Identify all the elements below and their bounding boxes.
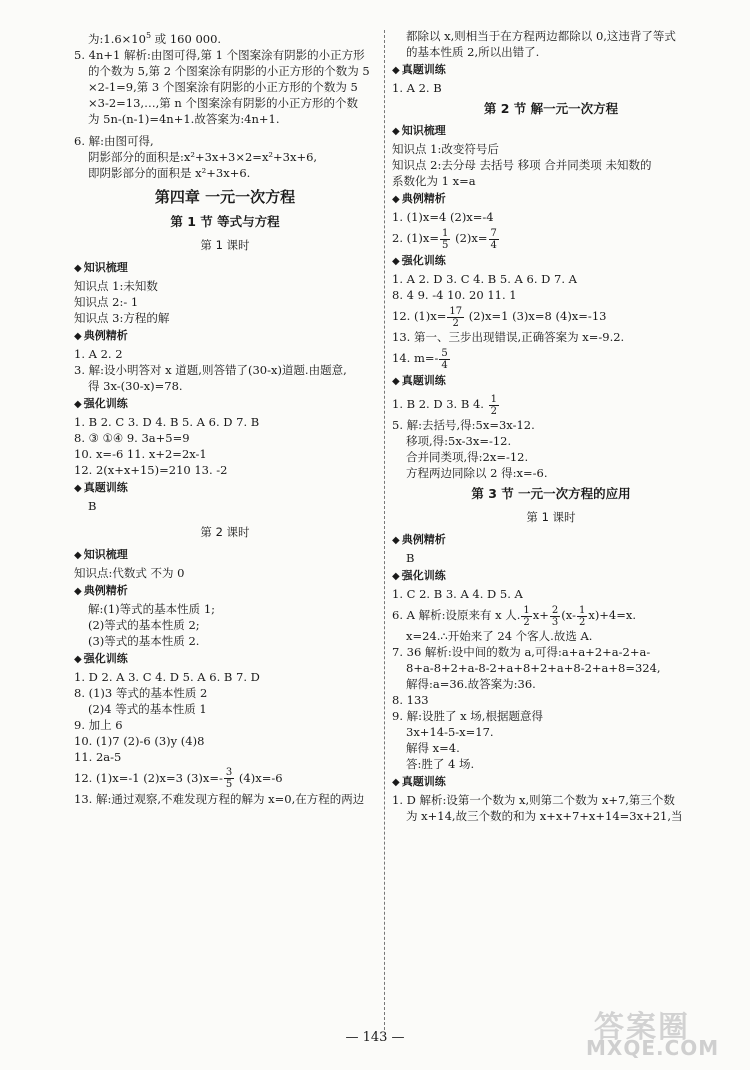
real-answer: 5. 解:去括号,得:5x=3x-12. [392,418,535,432]
section-heading-real: ◆ 真题训练 [392,374,446,387]
diamond-icon: ◆ [74,262,82,274]
knowledge-point: 知识点 1:改变符号后 [392,142,499,156]
real-answer: 1. D 解析:设第一个数为 x,则第二个数为 x+7,第三个数 [392,793,675,807]
diamond-icon: ◆ [74,330,82,342]
q5-line: 的个数为 5,第 2 个图案涂有阴影的小正方形的个数为 5 [88,63,370,78]
knowledge-point: 知识点:代数式 不为 0 [74,565,185,580]
practice-answer: (2)4 等式的基本性质 1 [88,701,207,716]
practice-answer-7: 解得:a=36.故答案为:36. [406,677,536,691]
section-heading-example: ◆ 典例精析 [392,192,446,205]
knowledge-point: 系数化为 1 x=a [392,174,476,188]
section-heading-knowledge: ◆ 知识梳理 [74,260,128,274]
practice-answer: 10. (1)7 (2)-6 (3)y (4)8 [74,733,205,748]
fraction: $\frac{1}{2}$ [578,604,586,628]
practice-answer-9: 3x+14-5-x=17. [406,725,494,739]
section-heading-real: ◆ 真题训练 [392,775,446,788]
practice-answer: 12. 2(x+x+15)=210 13. -2 [74,462,228,477]
knowledge-point: 知识点 2:去分母 去括号 移项 合并同类项 未知数的 [392,158,652,172]
fraction: $\frac{3}{5}$ [225,767,233,791]
q6-line: 6. 解:由图可得, [74,133,154,148]
section-title: 第 2 节 解一元一次方程 [483,101,619,116]
fraction: $\frac{2}{3}$ [551,604,559,628]
practice-answer-9: 解得 x=4. [406,741,460,755]
section-heading-example: ◆ 典例精析 [392,533,446,546]
q5-line: ×2-1=9,第 3 个图案涂有阴影的小正方形的个数为 5 [88,79,358,94]
answer-4-continued: 为$:1.6\times 10^5$ 或 160 000. [88,31,222,46]
section-title: 第 1 节 等式与方程 [170,213,280,229]
section-heading-practice: ◆ 强化训练 [392,569,446,582]
real-answer: 为 x+14,故三个数的和为 x+x+7+x+14=3x+21,当 [406,809,683,823]
knowledge-point: 知识点 2:- 1 [74,294,139,309]
section-heading-real: ◆ 真题训练 [392,63,446,76]
knowledge-point: 知识点 3:方程的解 [74,310,170,325]
practice-answer: 11. 2a-5 [74,749,122,764]
real-answer: 移项,得:5x-3x=-12. [406,434,512,448]
section-heading-example: ◆ 典例精析 [74,583,128,597]
practice-answer-6: 6. A 解析:设原来有 x 人. $\frac{1}{2}$ x+ $\frac{2}{3}$ (x- $\frac{1}{2}$ x)+4=x. [392,604,637,628]
diamond-icon: ◆ [392,777,400,788]
example-answer: 3. 解:设小明答对 x 道题,则答错了(30-x)道题.由题意, [74,362,347,377]
q5-line: 5. 4n+1 解析:由图可得,第 1 个图案涂有阴影的小正方形 [74,47,365,62]
q5-line: 为 5n-(n-1)=4n+1.故答案为:4n+1. [88,111,280,126]
practice-answer: 8. (1)3 等式的基本性质 2 [74,685,208,700]
example-answer: 1. A 2. 2 [74,346,123,361]
example-answer: 解:(1)等式的基本性质 1; [88,601,216,616]
real-answer: 合并同类项,得:2x=-12. [406,450,529,464]
practice-answer-9: 答:胜了 4 场. [406,757,475,771]
watermark-logo [582,1002,732,1062]
right-column [392,28,710,824]
diamond-icon: ◆ [392,256,400,267]
real-answer: B [88,498,97,513]
section-heading-real: ◆ 真题训练 [74,480,128,494]
section-title: 第 3 节 一元一次方程的应用 [471,486,631,501]
practice-answer: 9. 加上 6 [74,717,123,732]
example-answer: 2. (1)x= $\frac{1}{5}$ (2)x= $\frac{7}{4}$ [392,227,497,251]
practice-answer-13: 13. 解:通过观察,不难发现方程的解为 x=0,在方程的两边 [74,791,365,806]
fraction: $\frac{1}{2}$ [490,393,497,417]
example-answer: 1. (1)x=4 (2)x=-4 [392,210,494,224]
chapter-title: 第四章 一元一次方程 [154,187,296,206]
diamond-icon: ◆ [392,535,400,546]
real-answer: 1. A 2. B [392,81,442,95]
example-answer: (3)等式的基本性质 2. [88,633,200,648]
practice-answer-8: 8. 133 [392,693,429,707]
fraction: $\frac{1}{5}$ [442,227,449,251]
practice-answer-6: x=24.∴开始来了 24 个客人.故选 A. [406,629,593,643]
page-number: — 143 — [345,1030,405,1045]
practice-answer: 1. C 2. B 3. A 4. D 5. A [392,587,523,601]
practice-answer-13: 13. 第一、三步出现错误,正确答案为 x=-9.2. [392,330,625,344]
section-heading-example: ◆ 典例精析 [74,328,128,342]
section-heading-practice: ◆ 强化训练 [74,651,128,665]
q5-line: ×3-2=13,…,第 n 个图案涂有阴影的小正方形的个数 [88,95,358,110]
practice-answer: 1. A 2. D 3. C 4. B 5. A 6. D 7. A [392,272,577,286]
fraction: $\frac{1}{2}$ [523,604,530,628]
real-answer: 1. B 2. D 3. B 4. $\frac{1}{2}$ [392,393,497,417]
example-answer: 得 3x-(30-x)=78. [88,378,183,393]
practice-answer: 1. D 2. A 3. C 4. D 5. A 6. B 7. D [74,669,260,684]
lesson-title: 第 1 课时 [200,237,250,252]
real-answer: 方程两边同除以 2 得:x=-6. [406,466,548,480]
knowledge-point: 知识点 1:未知数 [74,278,158,293]
answer-13-continued: 的基本性质 2,所以出错了. [406,45,540,59]
lesson-title: 第 1 课时 [526,510,576,524]
diamond-icon: ◆ [74,549,82,561]
diamond-icon: ◆ [74,585,82,597]
column-divider [384,30,385,1030]
diamond-icon: ◆ [392,126,400,137]
practice-answer: 1. B 2. C 3. D 4. B 5. A 6. D 7. B [74,414,260,429]
fraction: $\frac{5}{4}$ [441,347,448,371]
diamond-icon: ◆ [74,482,82,494]
practice-answer-12: 12. (1)x= $\frac{17}{2}$ (2)x=1 (3)x=8 (4)x=-13 [392,305,607,329]
diamond-icon: ◆ [392,65,400,76]
section-heading-practice: ◆ 强化训练 [74,396,128,410]
watermark-url: MXQE.COM [586,1036,720,1060]
example-answer: B [406,551,415,565]
practice-answer-12: 12. (1)x=-1 (2)x=3 (3)x=- $\frac{3}{5}$ (4)x=-6 [74,767,283,791]
practice-answer-14: 14. m=- $\frac{5}{4}$ [392,347,448,371]
diamond-icon: ◆ [392,194,400,205]
diamond-icon: ◆ [392,571,400,582]
practice-answer: 8. 4 9. -4 10. 20 11. 1 [392,288,517,302]
practice-answer: 10. x=-6 11. x+2=2x-1 [74,446,207,461]
fraction: $\frac{17}{2}$ [449,305,463,329]
watermark-text: 答案圈 [594,1010,690,1045]
practice-answer-7: 7. 36 解析:设中间的数为 a,可得:a+a+2+a-2+a- [392,645,651,659]
fraction: $\frac{7}{4}$ [490,227,497,251]
practice-answer-9: 9. 解:设胜了 x 场,根据题意得 [392,709,543,723]
diamond-icon: ◆ [392,376,400,387]
diamond-icon: ◆ [74,398,82,410]
section-heading-practice: ◆ 强化训练 [392,254,446,267]
practice-answer: 8. ③ ①④ 9. 3a+5=9 [74,430,190,445]
section-heading-knowledge: ◆ 知识梳理 [392,124,446,137]
q6-line: 阴影部分的面积是:x²+3x+3×2=x²+3x+6, [88,149,318,164]
q6-line: 即阴影部分的面积是 x²+3x+6. [88,165,251,180]
left-column [74,28,376,807]
diamond-icon: ◆ [74,653,82,665]
example-answer: (2)等式的基本性质 2; [88,617,200,632]
section-heading-knowledge: ◆ 知识梳理 [74,547,128,561]
lesson-title: 第 2 课时 [200,524,250,539]
answer-13-continued: 都除以 x,则相当于在方程两边都除以 0,这违背了等式 [406,29,676,43]
practice-answer-7: 8+a-8+2+a-8-2+a+8+2+a+8-2+a+8=324, [406,661,661,675]
